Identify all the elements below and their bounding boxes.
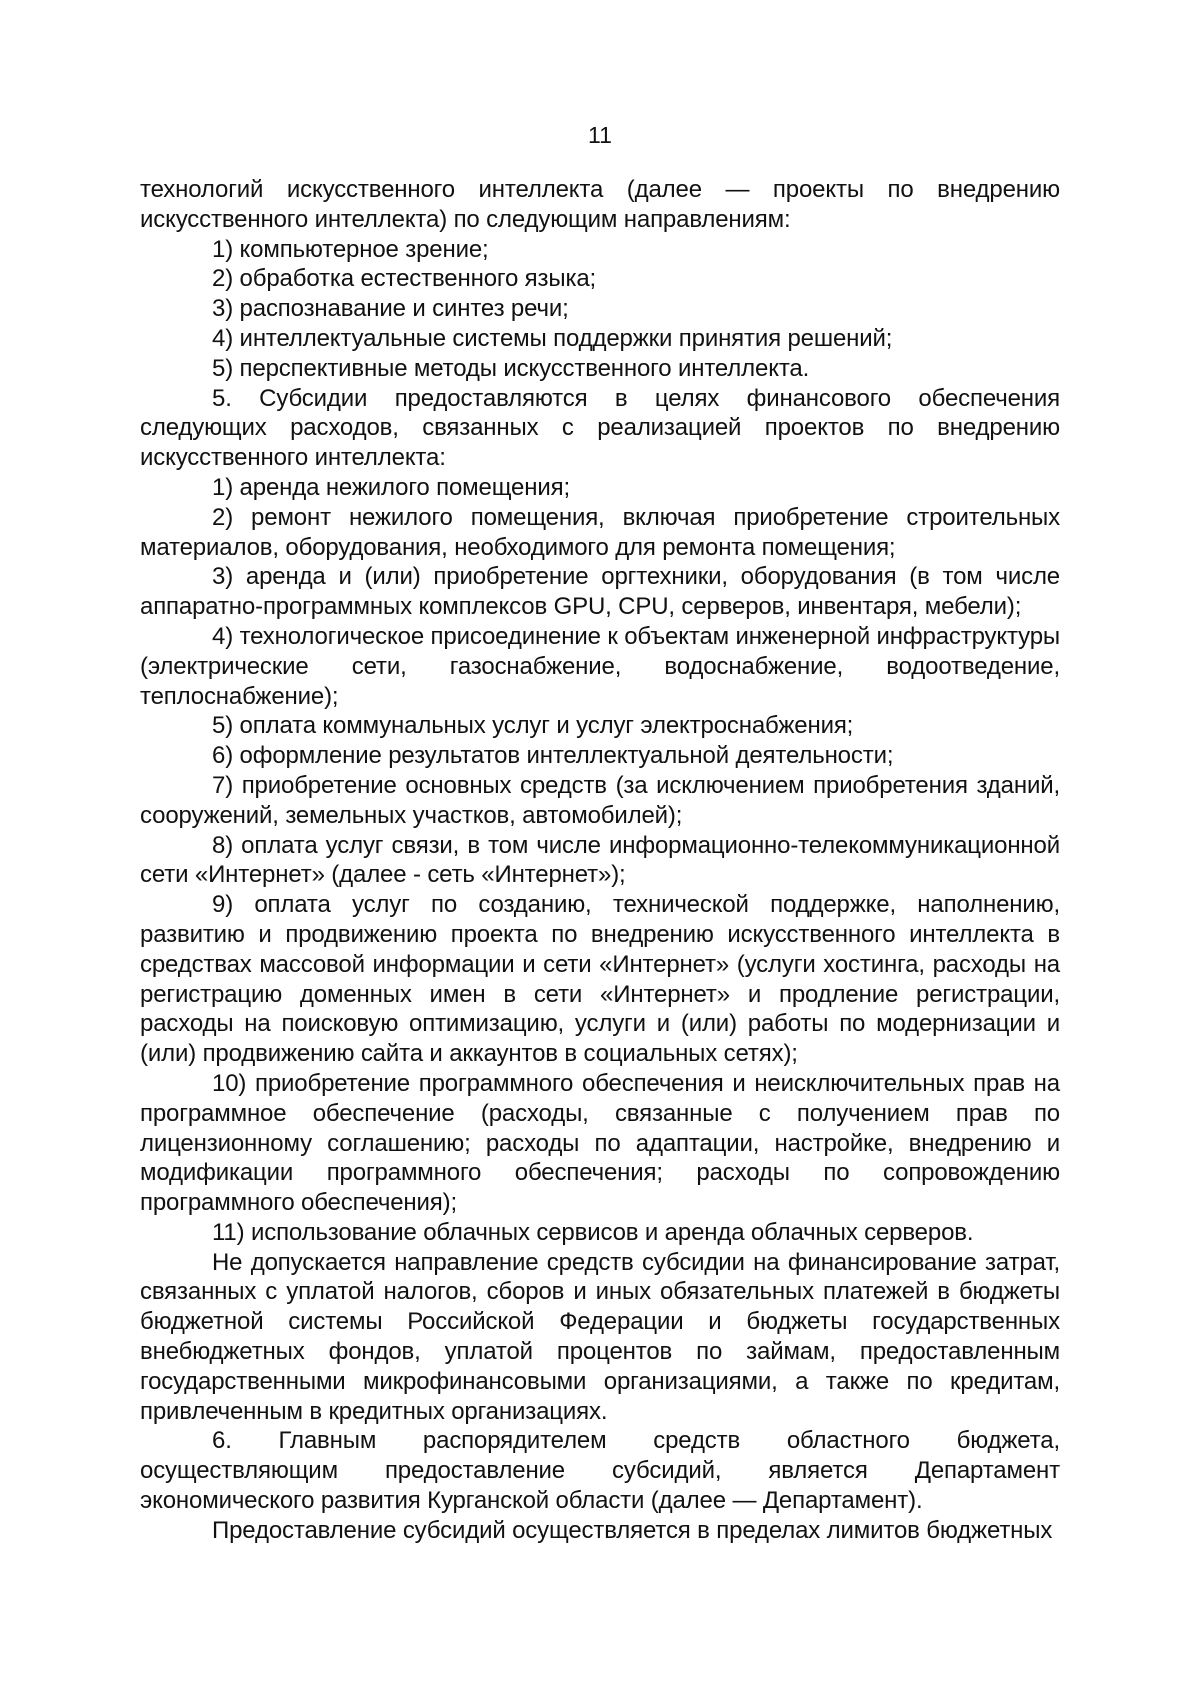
list-item-expense-4: 4) технологическое присоединение к объектам инженерной инфраструктуры (электрические сети, газоснабжение, водоснабжение, водоотведение, теплоснабжение); [140, 622, 1060, 710]
list-item-expense-8: 8) оплата услуг связи, в том числе информационно-телекоммуникационной сети «Интернет» (далее - сеть «Интернет»); [140, 831, 1060, 889]
list-item-direction-4: 4) интеллектуальные системы поддержки принятия решений; [212, 324, 893, 352]
list-item-direction-5: 5) перспективные методы искусственного интеллекта. [212, 354, 810, 382]
list-item-expense-3: 3) аренда и (или) приобретение оргтехники, оборудования (в том числе аппаратно-программных комплексов GPU, CPU, серверов, инвентаря, мебели); [140, 563, 1060, 621]
document-body [140, 175, 1060, 1546]
list-item-expense-6: 6) оформление результатов интеллектуальной деятельности; [212, 742, 894, 770]
page-number: 11 [588, 122, 612, 148]
list-item-direction-1: 1) компьютерное зрение; [212, 235, 489, 263]
list-item-expense-10: 10) приобретение программного обеспечения и неисключительных прав на программное обеспечение (расходы, связанные с получением прав по лицензионному соглашению; расходы по адаптации, настройке, внедрению и модификации программного обеспечения; расходы по сопровождению программного обеспечения); [140, 1069, 1060, 1217]
paragraph-limits: Предоставление субсидий осуществляется в пределах лимитов бюджетных [212, 1516, 1053, 1544]
list-item-expense-11: 11) использование облачных сервисов и аренда облачных серверов. [212, 1218, 974, 1246]
list-item-expense-5: 5) оплата коммунальных услуг и услуг электроснабжения; [212, 712, 854, 740]
list-item-expense-7: 7) приобретение основных средств (за исключением приобретения зданий, сооружений, земельных участков, автомобилей); [140, 771, 1060, 829]
clause-6: 6. Главным распорядителем средств областного бюджета, осуществляющим предоставление субсидий, является Департамент экономического развития Курганской области (далее — Департамент). [140, 1427, 1060, 1515]
paragraph-continuation: технологий искусственного интеллекта (далее — проекты по внедрению искусственного интеллекта) по следующим направлениям: [140, 176, 1060, 233]
list-item-direction-3: 3) распознавание и синтез речи; [212, 295, 569, 323]
clause-5: 5. Субсидии предоставляются в целях финансового обеспечения следующих расходов, связанных с реализацией проектов по внедрению искусственного интеллекта: [140, 384, 1060, 472]
list-item-direction-2: 2) обработка естественного языка; [212, 265, 597, 293]
list-item-expense-2: 2) ремонт нежилого помещения, включая приобретение строительных материалов, оборудования, необходимого для ремонта помещения; [140, 503, 1060, 561]
restriction-paragraph: Не допускается направление средств субсидии на финансирование затрат, связанных с уплатой налогов, сборов и иных обязательных платежей в бюджеты бюджетной системы Российской Федерации и бюджеты государственных внебюджетных фондов, уплатой процентов по займам, предоставленным государственными микрофинансовыми организациями, а также по кредитам, привлеченным в кредитных организациях. [140, 1248, 1060, 1425]
list-item-expense-1: 1) аренда нежилого помещения; [212, 473, 570, 501]
list-item-expense-9: 9) оплата услуг по созданию, технической поддержке, наполнению, развитию и продвижению проекта по внедрению искусственного интеллекта в средствах массовой информации и сети «Интернет» (услуги хостинга, расходы на регистрацию доменных имен в сети «Интернет» и продление регистрации, расходы на поисковую оптимизацию, услуги и (или) работы по модернизации и (или) продвижению сайта и аккаунтов в социальных сетях); [140, 891, 1060, 1068]
